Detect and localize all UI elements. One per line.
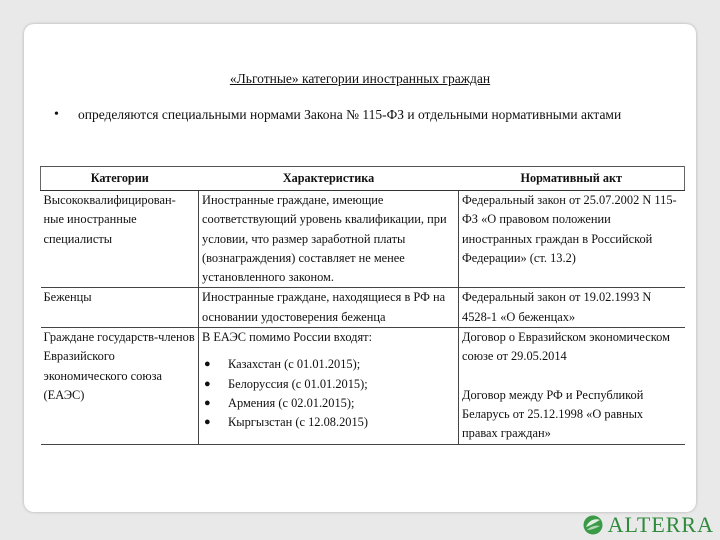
list-item <box>202 355 455 374</box>
header-categories: Категории <box>41 167 199 191</box>
slide <box>24 24 696 512</box>
eaeu-intro: В ЕАЭС помимо России входят: <box>202 330 373 345</box>
bullet-icon: ● <box>204 358 211 371</box>
bullet-icon: ● <box>204 377 211 390</box>
cell-characteristic <box>199 328 459 444</box>
bullet-icon: ● <box>204 396 211 409</box>
bullet-marker: • <box>54 107 59 122</box>
country-label: Казахстан (с 01.01.2015); <box>228 357 361 372</box>
act-rf-belarus-treaty: Договор между РФ и Республикой Беларусь от 25.12.1998 «О равных правах граждан» <box>462 387 644 441</box>
list-item <box>202 394 455 413</box>
table-header-row <box>41 167 685 191</box>
cell-act: Федеральный закон от 25.07.2002 N 115-ФЗ «О правовом положении иностранных граждан в Российской Федерации» (ст. 13.2) <box>459 191 685 288</box>
act-eaeu-treaty: Договор о Евразийском экономическом союзе от 29.05.2014 <box>462 330 670 364</box>
header-characteristic: Характеристика <box>199 167 459 191</box>
list-item <box>202 413 455 432</box>
cell-act <box>459 328 685 444</box>
list-item <box>202 375 455 394</box>
table-row <box>41 288 685 328</box>
categories-table <box>40 166 685 445</box>
header-normative-act: Нормативный акт <box>459 167 685 191</box>
slide-title: «Льготные» категории иностранных граждан <box>229 71 491 86</box>
country-list <box>202 355 455 432</box>
alterra-logo <box>582 512 714 538</box>
cell-category: Граждане государств-членов Евразийского экономического союза (ЕАЭС) <box>41 328 199 444</box>
cell-category: Беженцы <box>41 288 199 328</box>
cell-characteristic: Иностранные граждане, имеющие соответствующий уровень квалификации, при условии, что размер заработной платы (вознаграждения) составляет не менее установленного законом. <box>199 191 459 288</box>
cell-category: Высококвалифицирован-ные иностранные специалисты <box>41 191 199 288</box>
cell-characteristic: Иностранные граждане, находящиеся в РФ на основании удостоверения беженца <box>199 288 459 328</box>
cell-act: Федеральный закон от 19.02.1993 N 4528-1 «О беженцах» <box>459 288 685 328</box>
country-label: Белоруссия (с 01.01.2015); <box>228 376 368 391</box>
leaf-globe-icon <box>582 514 604 536</box>
table-row <box>41 328 685 444</box>
country-label: Кыргызстан (с 12.08.2015) <box>228 415 368 430</box>
bullet-text: определяются специальными нормами Закона № 115-ФЗ и отдельными нормативными актами <box>78 107 622 122</box>
table-row <box>41 191 685 288</box>
bullet-icon: ● <box>204 416 211 429</box>
country-label: Армения (с 02.01.2015); <box>228 395 355 410</box>
logo-text: ALTERRA <box>607 512 714 537</box>
